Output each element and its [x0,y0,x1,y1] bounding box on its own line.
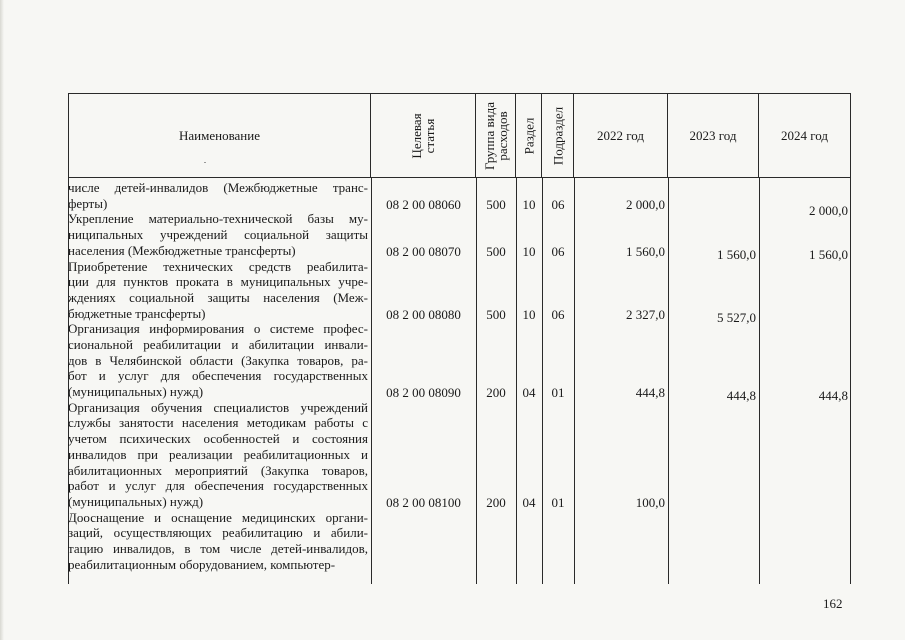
row-name [68,259,368,322]
column-rule [371,178,372,584]
row-expense-group: 500 [486,243,506,259]
column-rule [516,178,517,584]
row-amount-2023: 444,8 [726,388,756,404]
row-name-line: сиональной реабилитации и абилитации инвали- [68,336,368,352]
column-rule [850,178,851,584]
row-amount-2023: 5 527,0 [717,309,756,325]
row-name-line: тацию инвалидов, в том числе детей-инвалидов, [68,541,368,557]
row-name [68,510,368,573]
row-target-article: 08 2 00 08070 [386,243,461,259]
header-target-article-cell [371,93,476,178]
header-expense-group-line2: расходов [494,110,510,161]
row-name-line: числе детей-инвалидов (Межбюджетные транс- [68,180,368,195]
row-name-line: Дооснащение и оснащение медицинских органи- [68,509,368,525]
header-target-article-line2: статья [422,118,437,153]
row-expense-group: 200 [486,385,506,401]
row-name [68,180,368,211]
row-name-line: инвалидов при реализации реабилитационных и [68,446,368,462]
row-name-line: Приобретение технических средств реабилита- [68,258,368,274]
header-2024-label: 2024 год [781,127,828,143]
row-section: 10 [522,243,536,259]
header-expense-group-label [483,102,509,170]
row-target-article: 08 2 00 08100 [386,495,461,510]
row-name-line: ждениях социальной защиты населения (Меж- [68,289,368,305]
row-target-article: 08 2 00 08060 [386,196,461,212]
row-name-line: (муниципальных) нужд) [68,493,204,509]
row-name-line: заций, осуществляющих реабилитацию и абили- [68,525,368,541]
row-expense-group: 200 [486,495,506,510]
row-amount-2022: 100,0 [635,495,665,510]
column-rule [668,178,669,584]
row-name-line: службы занятости населения методикам работы с [68,415,368,431]
header-subsection-cell [542,93,574,178]
row-section: 10 [522,196,536,212]
row-name-line: бюджетные трансферты) [68,305,206,321]
row-name-line: ниципальных учреждений социальной защиты [68,227,368,243]
row-subsection: 06 [551,243,565,259]
header-target-article-line1: Целевая [409,112,424,159]
row-section: 04 [522,385,536,401]
row-name-line: работ и услуг для обеспечения государственных [68,478,368,494]
row-name-line: Укрепление материально-технической базы му- [68,211,368,227]
row-expense-group: 500 [486,306,506,322]
row-name-line: ции для пунктов проката в муниципальных учре- [68,274,368,290]
row-name-line: абилитационных мероприятий (Закупка товаров, [68,462,368,478]
header-target-article-label [410,113,436,158]
header-2023-cell [668,93,759,178]
row-name-line: дов в Челябинской области (Закупка товаров, ра- [68,352,368,368]
row-name-line: бот и услуг для обеспечения государственных [68,368,368,384]
scan-speck [204,162,206,163]
column-rule [574,178,575,584]
column-rule [476,178,477,584]
row-target-article: 08 2 00 08080 [386,306,461,322]
row-name-line: (муниципальных) нужд) [68,384,204,400]
page-number: 162 [823,596,843,611]
column-rule [542,178,543,584]
header-2024-cell [759,93,851,178]
row-section: 04 [522,495,536,510]
row-amount-2024: 444,8 [818,388,848,404]
row-name-line: Организация информирования о системе профес- [68,321,368,337]
header-section-cell [516,93,542,178]
row-amount-2024: 2 000,0 [809,202,848,218]
row-subsection: 06 [551,196,565,212]
row-subsection: 01 [551,385,565,401]
row-target-article: 08 2 00 08090 [386,385,461,401]
header-2023-label: 2023 год [689,127,737,143]
row-amount-2023: 1 560,0 [717,246,756,262]
column-rule [759,178,760,584]
header-subsection-label: Подраздел [550,106,565,165]
header-name-label: Наименование [179,127,260,143]
row-amount-2022: 1 560,0 [626,243,665,259]
row-subsection: 01 [551,495,565,510]
row-expense-group: 500 [486,196,506,212]
header-section-label: Раздел [521,117,536,154]
row-subsection: 06 [551,306,565,322]
row-name-line: реабилитационным оборудованием, компьютер- [68,556,336,572]
row-amount-2022: 2 000,0 [626,196,665,212]
row-name [68,321,368,399]
scan-edge [0,0,4,640]
header-expense-group-cell [476,93,516,178]
row-name-line: учетом психических особенностей и состояния [68,431,368,447]
header-expense-group-line1: Группа вида [481,101,497,170]
header-name-cell [68,93,371,178]
row-name-line: Организация обучения специалистов учреждений [68,399,368,415]
row-name [68,211,368,258]
row-amount-2022: 2 327,0 [626,306,665,322]
header-2022-cell [574,93,668,178]
row-amount-2022: 444,8 [635,385,665,401]
row-name [68,400,368,510]
row-section: 10 [522,306,536,322]
row-amount-2024: 1 560,0 [809,246,848,262]
row-name-line: населения (Межбюджетные трансферты) [68,242,296,258]
header-2022-label: 2022 год [597,127,644,143]
row-name-line: ферты) [68,195,108,211]
